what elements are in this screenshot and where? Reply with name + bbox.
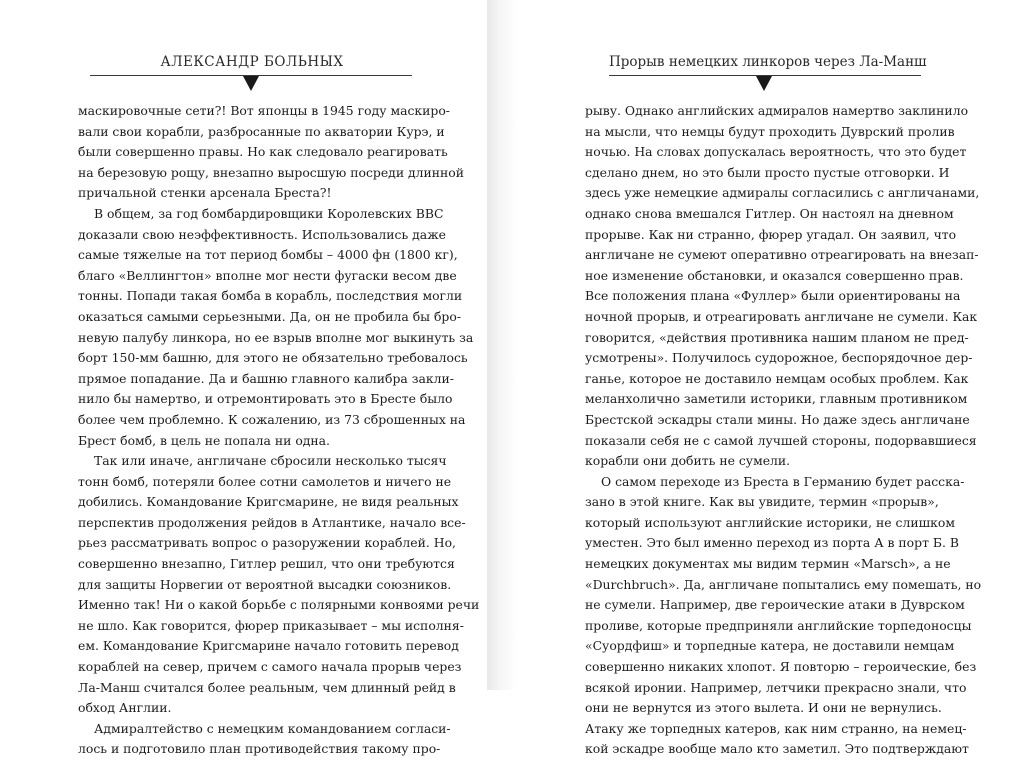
text-line: совершенно никаких хлопот. Я повторю – героические, без [585, 659, 977, 675]
text-line: ночной прорыв, и отреагировать англичане не сумели. Как [585, 308, 978, 324]
text-line: немецких документах мы видим термин «Marsch», а не [585, 556, 951, 572]
text-line: добились. Командование Кригсмарине, не видя реальных [78, 494, 459, 510]
right-head-triangle-ornament [756, 76, 772, 91]
text-line: прямое попадание. Да и башню главного калибра закли- [78, 370, 454, 386]
text-line: рьез рассматривать вопрос о разоружении кораблей. Но, [78, 535, 456, 551]
text-line: показали себя не с самой лучшей стороны, подорвавшиеся [585, 432, 977, 448]
text-line: ганье, которое не доставило немцам особых проблем. Как [585, 370, 969, 386]
text-line: доказали свою неэффективность. Использовались даже [78, 226, 446, 242]
text-line: О самом переходе из Бреста в Германию будет расска- [601, 473, 965, 489]
text-line: тонны. Попади такая бомба в корабль, последствия могли [78, 288, 463, 304]
text-line: ем. Командование Кригсмарине начало готовить перевод [78, 638, 459, 654]
text-line: «Суордфиш» и торпедные катера, не доставили немцам [585, 638, 955, 654]
right-body-text [585, 101, 982, 760]
text-line: Брест бомб, в цель не попала ни одна. [78, 432, 330, 448]
text-line: вали свои корабли, разбросанные по акватории Курэ, и [78, 123, 445, 139]
text-line: всякой иронии. Например, летчики прекрасно знали, что [585, 679, 967, 695]
text-line: говорится, «действия противника нашим планом не пред- [585, 329, 969, 345]
text-line: Атаку же торпедных катеров, как ним странно, на немец- [585, 720, 967, 736]
book-gutter-shadow [487, 0, 517, 690]
text-line: кораблей на север, причем с самого начала прорыв через [78, 659, 462, 675]
text-line: причальной стенки арсенала Бреста?! [78, 185, 332, 201]
text-line: ное изменение обстановки, и оказался совершенно прав. [585, 267, 964, 283]
text-line: рыву. Однако английских адмиралов намертво заклинило [585, 103, 969, 118]
text-line: англичане не сумеют оперативно отреагировать на внезап- [585, 247, 979, 263]
text-line: были совершенно правы. Но как следовало реагировать [78, 144, 448, 160]
text-line: Так или иначе, англичане сбросили несколько тысяч [94, 453, 447, 469]
text-line: на мысли, что немцы будут проходить Дуврский пролив [585, 123, 955, 139]
text-line: для защиты Норвегии от вероятной высадки союзников. [78, 576, 452, 592]
text-line: обход Англии. [78, 700, 172, 716]
right-running-head: Прорыв немецких линкоров через Ла-Манш [609, 54, 927, 70]
left-running-head: АЛЕКСАНДР БОЛЬНЫХ [160, 54, 344, 70]
text-line: Именно так! Ни о какой борьбе с полярными конвоями речи [78, 597, 480, 613]
text-line: более чем проблемно. К сожалению, из 73 сброшенных на [78, 411, 466, 427]
text-line: уместен. Это был именно переход из порта А в порт Б. В [585, 535, 959, 551]
text-line: однако снова вмешался Гитлер. Он настоял на дневном [585, 205, 954, 221]
text-line: зано в этой книге. Как вы увидите, термин «прорыв», [585, 494, 939, 510]
text-line: «Durchbruch». Да, англичане попытались ему помешать, но [585, 576, 982, 592]
text-line: совершенно внезапно, Гитлер решил, что они требуются [78, 556, 455, 572]
text-line: перспектив продолжения рейдов в Атлантике, начало все- [78, 514, 466, 530]
text-line: Ла-Манш считался более реальным, чем длинный рейд в [78, 679, 456, 695]
text-line: на березовую рощу, внезапно выросшую посреди длинной [78, 164, 465, 180]
text-line: Брестской эскадры стали мины. Но даже здесь англичане [585, 411, 970, 427]
text-line: маскировочные сети?! Вот японцы в 1945 году маскиро- [78, 103, 450, 118]
text-line: корабли они добить не сумели. [585, 453, 791, 469]
text-line: лось и подготовило план противодействия такому про- [78, 741, 441, 757]
text-line: который используют английские историки, не слишком [585, 514, 955, 530]
text-line: сделано днем, но это были просто пустые отговорки. И [585, 164, 950, 180]
text-line: оказаться самыми серьезными. Да, он не пробила бы бро- [78, 308, 462, 324]
right-page [517, 0, 1012, 757]
left-page [0, 0, 487, 757]
text-line: усмотрены». Получилось судорожное, беспорядочное дер- [585, 350, 973, 366]
text-line: Адмиралтейство с немецким командованием согласи- [94, 720, 451, 736]
text-line: нило бы намертво, и отремонтировать это в Бресте было [78, 391, 453, 407]
text-line: прорыве. Как ни странно, фюрер угадал. Он заявил, что [585, 226, 957, 242]
left-body-text [78, 101, 480, 760]
text-line: Все положения плана «Фуллер» были ориентированы на [585, 288, 961, 304]
text-line: борт 150-мм башню, для этого не обязательно требовалось [78, 350, 468, 366]
text-line: самые тяжелые на тот период бомбы – 4000 фн (1800 кг), [78, 247, 458, 263]
text-line: меланхолично заметили историки, главным противником [585, 391, 968, 407]
text-line: тонн бомб, потеряли более сотни самолетов и ничего не [78, 473, 452, 489]
text-line: они не вернутся из этого вылета. И они не вернулись. [585, 700, 942, 716]
text-line: благо «Веллингтон» вполне мог нести фугаски весом две [78, 267, 457, 283]
text-line: ночью. На словах допускалась вероятность, что это будет [585, 144, 967, 160]
text-line: В общем, за год бомбардировщики Королевских ВВС [94, 205, 444, 221]
text-line: здесь уже немецкие адмиралы согласились с англичанами, [585, 185, 980, 201]
text-line: невую палубу линкора, но ее взрыв вполне мог выкинуть за [78, 329, 474, 345]
text-line: проливе, которые предприняли английские торпедоносцы [585, 617, 972, 633]
left-head-triangle-ornament [243, 76, 259, 91]
text-line: кой эскадре вообще мало кто заметил. Это подтверждают [585, 741, 969, 757]
text-line: не сумели. Например, две героические атаки в Дуврском [585, 597, 965, 613]
text-line: не шло. Как говорится, фюрер приказывает – мы исполня- [78, 617, 464, 633]
